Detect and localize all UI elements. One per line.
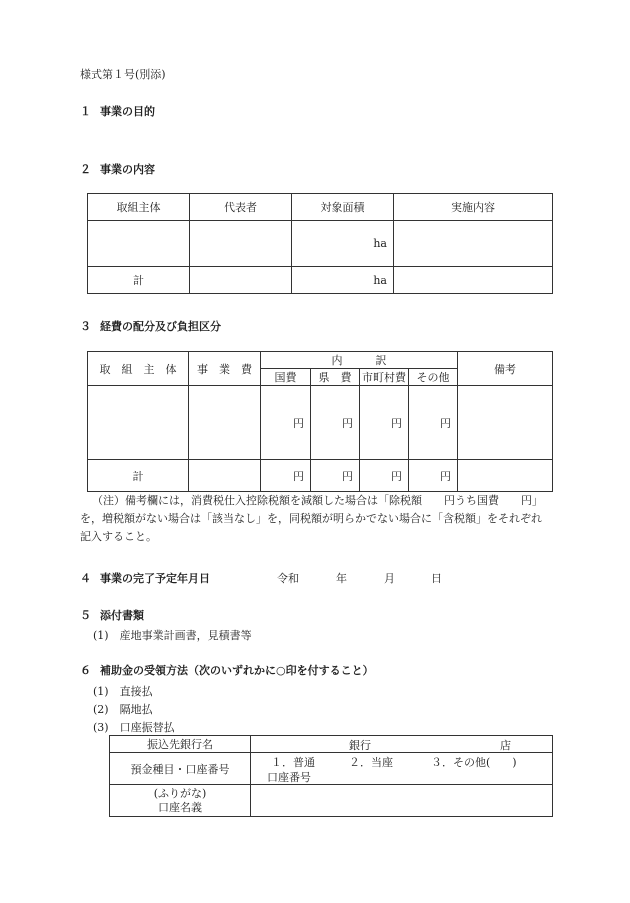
- header-national: 国費: [261, 369, 311, 386]
- header-remarks: 備考: [458, 352, 553, 386]
- section-5-number: ５: [80, 609, 91, 622]
- total-cost-cell[interactable]: [189, 460, 261, 492]
- national-yen: 円: [261, 386, 311, 460]
- section-6-title: 補助金の受領方法（次のいずれかに○印を付すること）: [100, 664, 374, 677]
- total-representative-cell[interactable]: [190, 267, 292, 294]
- remarks-cell[interactable]: [458, 386, 553, 460]
- header-details: 実施内容: [394, 194, 553, 221]
- method-transfer: (3) 口座振替払: [93, 721, 175, 734]
- total-label: 計: [88, 460, 189, 492]
- tax-note: （注）備考欄には，消費税仕入控除税額を減額した場合は「除税額 円うち国費 円」を，増税額がない場合は「該当なし」を，同税額が明らかでない場合に「含税額」をそれぞれ記入すること。: [80, 494, 543, 543]
- section-1-number: １: [80, 105, 91, 118]
- account-number-label: 口座番号: [267, 771, 311, 784]
- details-cell[interactable]: [394, 221, 553, 267]
- furigana-label: (ふりがな): [153, 786, 207, 800]
- form-title: 様式第１号(別添): [80, 68, 166, 81]
- bank-table: [109, 735, 553, 817]
- section-4-number: ４: [80, 572, 91, 585]
- section-5-title: 添付書類: [100, 609, 144, 622]
- section-2-number: ２: [80, 163, 91, 176]
- header-representative: 代表者: [190, 194, 292, 221]
- section-3-title: 経費の配分及び負担区分: [100, 320, 221, 333]
- method-remote: (2) 隔地払: [93, 703, 153, 716]
- entity-cell[interactable]: [88, 221, 190, 267]
- section-3-number: ３: [80, 320, 91, 333]
- content-table: [87, 193, 553, 294]
- account-holder-cell[interactable]: [251, 785, 553, 817]
- account-type-label: 預金種目・口座番号: [110, 753, 251, 785]
- entity-cell[interactable]: [88, 386, 189, 460]
- cost-table: [87, 351, 553, 492]
- total-area-unit: ha: [292, 267, 394, 294]
- day-label: 日: [431, 572, 442, 585]
- account-holder-label: 口座名義: [158, 800, 202, 814]
- option-current[interactable]: ２．当座: [349, 756, 393, 769]
- option-other[interactable]: ３．その他( ): [431, 756, 517, 769]
- section-4-title: 事業の完了予定年月日: [100, 572, 210, 585]
- header-area: 対象面積: [292, 194, 394, 221]
- account-type-cell[interactable]: [251, 753, 553, 785]
- total-other-yen: 円: [409, 460, 458, 492]
- attachment-item: (1) 産地事業計画書，見積書等: [93, 629, 252, 642]
- header-entity: 取 組 主 体: [88, 352, 189, 386]
- section-1-title: 事業の目的: [100, 105, 155, 118]
- header-breakdown: 内 訳: [261, 352, 458, 369]
- header-project-cost: 事 業 費: [189, 352, 261, 386]
- era-label: 令和: [277, 572, 299, 585]
- total-details-cell[interactable]: [394, 267, 553, 294]
- total-prefecture-yen: 円: [311, 460, 360, 492]
- month-label: 月: [384, 572, 395, 585]
- section-2-title: 事業の内容: [100, 163, 155, 176]
- header-other: その他: [409, 369, 458, 386]
- other-yen: 円: [409, 386, 458, 460]
- branch-suffix: 店: [500, 739, 511, 752]
- area-unit: ha: [292, 221, 394, 267]
- total-remarks-cell[interactable]: [458, 460, 553, 492]
- municipal-yen: 円: [360, 386, 409, 460]
- bank-name-cell[interactable]: [251, 736, 553, 753]
- prefecture-yen: 円: [311, 386, 360, 460]
- total-national-yen: 円: [261, 460, 311, 492]
- bank-name-label: 振込先銀行名: [110, 736, 251, 753]
- header-municipal: 市町村費: [360, 369, 409, 386]
- method-direct: (1) 直接払: [93, 685, 153, 698]
- year-label: 年: [336, 572, 347, 585]
- option-ordinary[interactable]: １．普通: [271, 756, 315, 769]
- header-entity: 取組主体: [88, 194, 190, 221]
- header-prefecture: 県 費: [311, 369, 360, 386]
- project-cost-cell[interactable]: [189, 386, 261, 460]
- total-label: 計: [88, 267, 190, 294]
- total-municipal-yen: 円: [360, 460, 409, 492]
- section-6-number: ６: [80, 664, 91, 677]
- account-name-label-cell: [110, 785, 251, 817]
- representative-cell[interactable]: [190, 221, 292, 267]
- bank-suffix: 銀行: [349, 739, 371, 752]
